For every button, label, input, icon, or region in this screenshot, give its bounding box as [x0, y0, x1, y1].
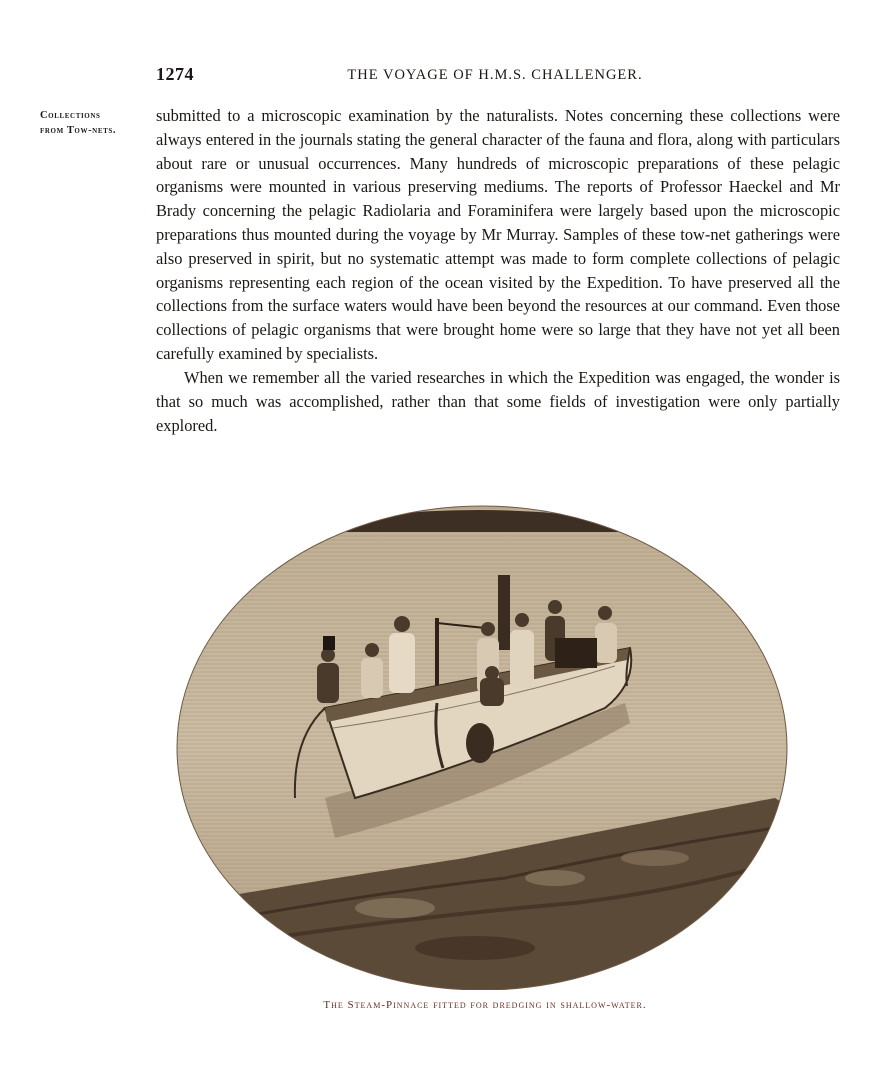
body-text — [156, 104, 840, 438]
running-title: THE VOYAGE OF H.M.S. CHALLENGER. — [347, 67, 643, 83]
figure-caption: The Steam-Pinnace fitted for dredging in shallow-water. — [323, 999, 647, 1011]
marginal-note-line-2: from Tow-nets. — [40, 125, 117, 136]
paragraph-1: submitted to a microscopic examination by the naturalists. Notes concerning these collections were always entered in the journals stating the general character of the fauna and flora, along with particulars about rare or unusual occurrences. Many hundreds of microscopic preparations of these pelagic organisms were mounted in various preserving mediums. The reports of Professor Haeckel and Mr Brady concerning the pelagic Radiolaria and Foraminifera were largely based upon the microscopic preparations thus mounted during the voyage by Mr Murray. Samples of these tow-net gatherings were also preserved in spirit, but no systematic attempt was made to form complete collections of pelagic organisms representing each region of the ocean visited by the Expedition. To have preserved all the collections from the surface waters would have been beyond the resources at our command. Even those collections of pelagic organisms that were brought home were so large that they have not yet all been carefully examined by specialists. — [156, 106, 840, 363]
page-number: 1274 — [156, 64, 194, 84]
steam-pinnace-engraving — [175, 498, 790, 990]
marginal-note — [40, 108, 150, 138]
marginal-note-line-1: Collections — [40, 110, 101, 121]
paragraph-2: When we remember all the varied researches in which the Expedition was engaged, the wonder is that so much was accomplished, rather than that some fields of investigation were only partially explored. — [156, 368, 840, 435]
engraving-illustration — [175, 498, 790, 990]
